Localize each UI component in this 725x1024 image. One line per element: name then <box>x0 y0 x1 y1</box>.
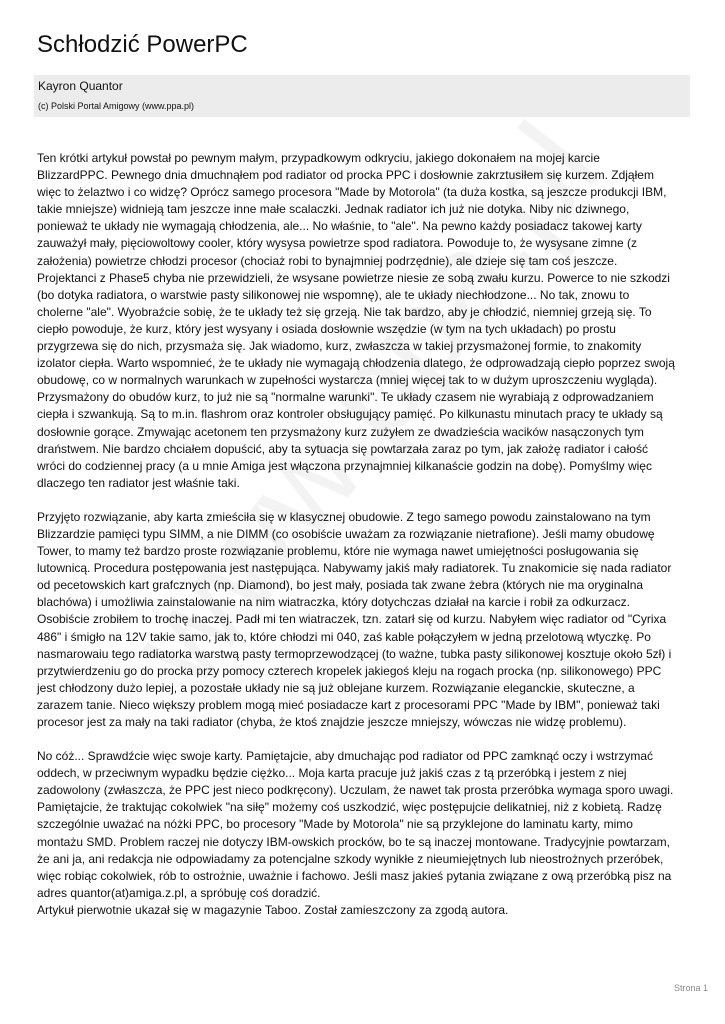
page-number: Strona 1 <box>673 983 708 993</box>
paragraph-spacer <box>37 492 687 509</box>
article-body <box>37 150 687 919</box>
page-title: Schłodzić PowerPC <box>37 31 248 58</box>
article-meta <box>34 75 690 117</box>
paragraph-spacer <box>37 731 687 748</box>
source-credit: (c) Polski Portal Amigowy (www.ppa.pl) <box>38 101 195 111</box>
paragraph-4: Artykuł pierwotnie ukazał się w magazynie Taboo. Został zamieszczony za zgodą autora. <box>37 902 509 917</box>
author-name: Kayron Quantor <box>38 79 123 93</box>
paragraph-2: Przyjęto rozwiązanie, aby karta zmieściła się w klasycznej obudowie. Z tego samego powodu zainstalowano na tym Blizzardzie pamięci typu SIMM, a nie DIMM (co osobiście uważam za rozwiązanie nietrafione). Jeśli mamy obudowę Tower, to mamy też bardzo proste rozwiązanie problemu, które nie wymaga nawet umiejętności posługowania się lutownicą. Procedura postępowania jest następująca. Nabywamy jakiś mały radiatorek. Tu znakomicie się nada radiator od pecetowskich kart grafcznych (np. Diamond), bo jest mały, posiada tak zwane żebra (których nie ma oryginalna blachówa) i umożliwia zainstalowanie na nim wiatraczka, który dotychczas działał na karcie i robił za odkurzacz. Osobiście zrobiłem to trochę inaczej. Padł mi ten wiatraczek, tzn. zatarł się od kurzu. Nabyłem więc radiator od "Cyrixa 486" i śmigło na 12V takie samo, jak to, które chłodzi mi 040, zaś kable połączyłem w jedną przelotową wtyczkę. Po nasmarowaiu tego radiatorka warstwą pasty termoprzewodzącej (to ważne, tubka pasty silikonowej kosztuje około 5zł) i przytwierdzeniu go do procka przy pomocy czterech kropelek jakiegoś kleju na rogach procka (np. silikonowego) PPC jest chłodzony dużo lepiej, a pozostałe układy nie są już oblejane kurzem. Rozwiązanie eleganckie, skuteczne, a zarazem tanie. Nieco większy problem mogą mieć posiadacze kart z procesorami PPC "Made by IBM", ponieważ taki procesor jest za mały na taki radiator (chyba, że ktoś znajdzie jeszcze mniejszy, wówczas nie widzę problemu). <box>37 509 672 729</box>
paragraph-1: Ten krótki artykuł powstał po pewnym małym, przypadkowym odkryciu, jakiego dokonałem na mojej karcie BlizzardPPC. Pewnego dnia dmuchnąłem pod radiator od procka PPC i dosłownie zakrztusiłem się kurzem. Zdjąłem więc to żelaztwo i co widzę? Oprócz samego procesora "Made by Motorola" (ta duża kostka, są jeszcze produkcji IBM, takie mniejsze) widnieją tam jeszcze inne małe scalaczki. Jednak radiator ich już nie dotyka. Niby nic dziwnego, ponieważ te układy nie wymagają chłodzenia, ale... No właśnie, to "ale". Na pewno każdy posiadacz takowej karty zauważył mały, pięciowoltowy cooler, który wysysa powietrze spod radiatora. Powoduje to, że wysysane zimne (z założenia) powietrze chłodzi procesor (chociaż robi to bynajmniej podrzędnie), ale dzieje się tam coś jeszcze. Projektanci z Phase5 chyba nie przewidzieli, że wsysane powietrze niesie ze sobą zwału kurzu. Powerce to nie szkodzi (bo dotyka radiatora, o warstwie pasty silikonowej nie wspomnę), ale te układy niechłodzone... No tak, znowu to cholerne "ale". Wyobraźcie sobię, że te układy też się grzeją. Nie tak bardzo, aby je chłodzić, niemniej grzeją się. To ciepło powoduje, że kurz, który jest wysyany i osiada dosłownie wszędzie (w tym na tych układach) po prostu przygrzewa się do nich, przysmaża się. Jak wiadomo, kurz, zwłaszcza w takiej przysmażonej formie, to znakomity izolator ciepła. Warto wspomnieć, że te układy nie wymagają chłodzenia dlatego, że odprowadzają ciepło poprzez swoją obudowę, co w normalnych warunkach w zupełności wystarcza (mniej więcej tak to w dużym uproszczeniu wygląda). Przysmażony do obudów kurz, to już nie są "normalne warunki". Te układy czasem nie wyrabiają z odprowadzaniem ciepła i szwankują. Są to m.in. flashrom oraz kontroler obsługujący pamięć. Po kilkunastu minutach pracy te układy są dosłownie gorące. Zmywając acetonem ten przysmażony kurz zużyłem ze dwadzieścia wacików nasączonych tym draństwem. Nie bardzo chciałem dopuścić, aby ta sytuacja się powtarzała zaraz po tym, jak założę radiator i całość wróci do codziennej pracy (a u mnie Amiga jest włączona przynajmniej kilkanaście godzin na dobę). Pomyślmy więc dlaczego ten radiator jest właśnie taki. <box>37 151 675 490</box>
paragraph-3: No cóż... Sprawdźcie więc swoje karty. Pamiętajcie, aby dmuchając pod radiator od PPC zamknąć oczy i wstrzymać oddech, w przeciwnym wypadku będzie ciężko... Moja karta pracuje już jakiś czas z tą przeróbką i jestem z niej zadowolony (zwłaszcza, że PPC jest nieco podkręcony). Uczulam, że nawet tak prosta przeróbka wymaga sporo uwagi. Pamiętajcie, że traktując cokolwiek "na siłę" możemy coś uszkodzić, więc postępujcie delikatniej, niż z kobietą. Radzę szczególnie uważać na nóżki PPC, bo procesory "Made by Motorola" nie są przyklejone do laminatu karty, mimo montażu SMD. Problem raczej nie dotyczy IBM-owskich procków, bo te są inaczej montowane. Tradycyjnie powtarzam, że ani ja, ani redakcja nie odpowiadamy za potencjalne szkody wynikłe z nieumiejętnych lub nieostrożnych przeróbek, więc robiąc cokolwiek, rób to ostrożnie, uważnie i fachowo. Jeśli masz jakieś pytania związane z ową przeróbką pisz na adres quantor(at)amiga.z.pl, a spróbuję coś doradzić. <box>37 749 674 900</box>
